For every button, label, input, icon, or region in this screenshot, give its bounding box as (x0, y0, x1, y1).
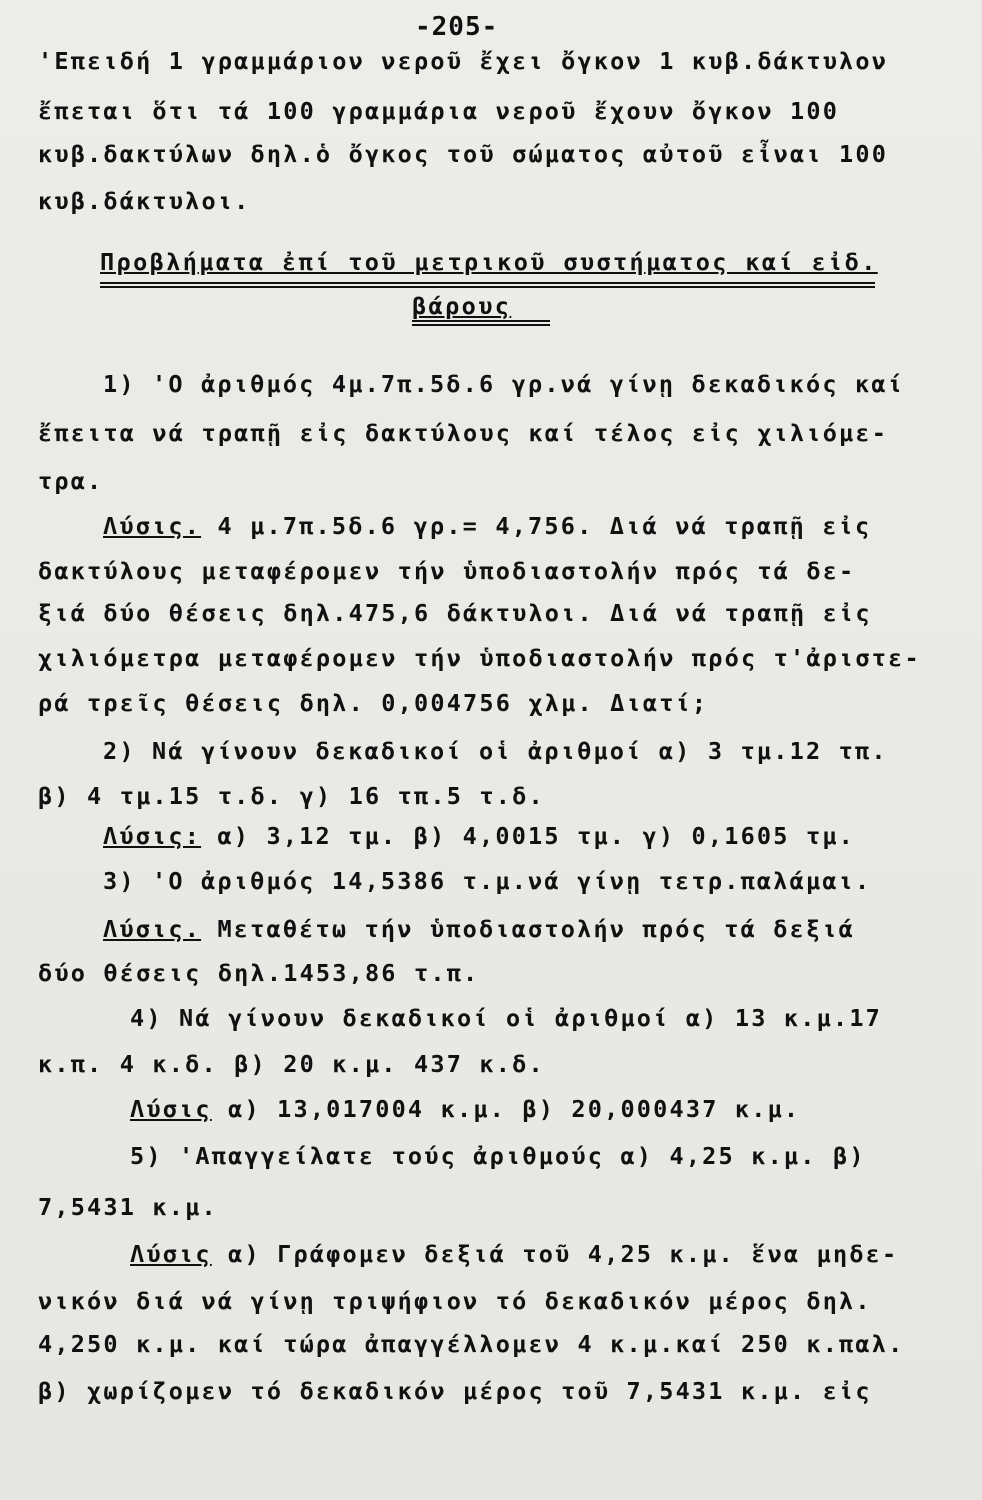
solution-5-line-1: Λύσις α) Γράφομεν δεξιά τοῦ 4,25 κ.μ. ἕνα μηδε- (130, 1240, 899, 1268)
problem-4-line-1: 4) Νά γίνουν δεκαδικοί οἱ ἀριθμοί α) 13 κ.μ.17 (130, 1004, 883, 1032)
problem-3-line-1: 3) 'Ο ἀριθμός 14,5386 τ.μ.νά γίνῃ τετρ.παλάμαι. (103, 867, 872, 895)
section-heading-line-2: βάρους (412, 292, 512, 320)
problem-1-line-2: ἔπειτα νά τραπῇ εἰς δακτύλους καί τέλος εἰς χιλιόμε- (38, 419, 889, 447)
solution-label: Λύσις. (103, 915, 202, 943)
problem-5-line-2: 7,5431 κ.μ. (38, 1193, 218, 1221)
problem-4-line-2: κ.π. 4 κ.δ. β) 20 κ.μ. 437 κ.δ. (38, 1050, 545, 1078)
solution-label: Λύσις (130, 1095, 212, 1123)
problem-1-line-3: τρα. (38, 467, 104, 495)
solution-1-line-3: ξιά δύο θέσεις δηλ.475,6 δάκτυλοι. Διά νά τραπῇ εἰς (38, 599, 872, 627)
problem-2-line-2: β) 4 τμ.15 τ.δ. γ) 16 τπ.5 τ.δ. (38, 782, 545, 810)
solution-1-line-1: Λύσις. 4 μ.7π.5δ.6 γρ.= 4,756. Διά νά τραπῇ εἰς (103, 512, 872, 540)
solution-4-line-1: Λύσις α) 13,017004 κ.μ. β) 20,000437 κ.μ. (130, 1095, 801, 1123)
problem-5-line-1: 5) 'Απαγγείλατε τούς ἀριθμούς α) 4,25 κ.μ. β) (130, 1142, 866, 1170)
intro-line-2: ἔπεται ὅτι τά 100 γραμμάρια νεροῦ ἔχουν ὄγκον 100 (38, 97, 840, 125)
solution-5-line-3: 4,250 κ.μ. καί τώρα ἀπαγγέλλομεν 4 κ.μ.καί 250 κ.παλ. (38, 1330, 905, 1358)
solution-1-line-5: ρά τρεῖς θέσεις δηλ. 0,004756 χλμ. Διατί; (38, 689, 709, 717)
solution-3-line-1: Λύσις. Μεταθέτω τήν ὑποδιαστολήν πρός τά δεξιά (103, 915, 856, 943)
solution-5-line-4: β) χωρίζομεν τό δεκαδικόν μέρος τοῦ 7,5431 κ.μ. εἰς (38, 1377, 872, 1405)
solution-1-line-2: δακτύλους μεταφέρομεν τήν ὑποδιαστολήν πρός τά δε- (38, 557, 856, 585)
solution-label: Λύσις: (103, 822, 202, 850)
section-heading-double-rule-2 (412, 320, 550, 326)
section-heading-line-1: Προβλήματα ἐπί τοῦ μετρικοῦ συστήματος καί εἰδ. (100, 248, 878, 276)
solution-label: Λύσις. (103, 512, 202, 540)
solution-5-line-2: νικόν διά νά γίνῃ τριψήφιον τό δεκαδικόν μέρος δηλ. (38, 1287, 872, 1315)
intro-line-4: κυβ.δάκτυλοι. (38, 187, 251, 215)
problem-2-line-1: 2) Νά γίνουν δεκαδικοί οἱ ἀριθμοί α) 3 τμ.12 τπ. (103, 737, 888, 765)
page-number: -205- (415, 12, 499, 42)
solution-label: Λύσις (130, 1240, 212, 1268)
solution-3-line-2: δύο θέσεις δηλ.1453,86 τ.π. (38, 959, 480, 987)
section-heading-double-rule (100, 282, 875, 288)
solution-2-line-1: Λύσις: α) 3,12 τμ. β) 4,0015 τμ. γ) 0,1605 τμ. (103, 822, 856, 850)
intro-line-1: 'Επειδή 1 γραμμάριον νεροῦ ἔχει ὄγκον 1 κυβ.δάκτυλον (38, 47, 889, 75)
problem-1-line-1: 1) 'Ο ἀριθμός 4μ.7π.5δ.6 γρ.νά γίνῃ δεκαδικός καί (103, 370, 905, 398)
solution-1-line-4: χιλιόμετρα μεταφέρομεν τήν ὑποδιαστολήν πρός τ'ἀριστε- (38, 644, 921, 672)
intro-line-3: κυβ.δακτύλων δηλ.ὁ ὄγκος τοῦ σώματος αὐτοῦ εἶναι 100 (38, 140, 889, 168)
